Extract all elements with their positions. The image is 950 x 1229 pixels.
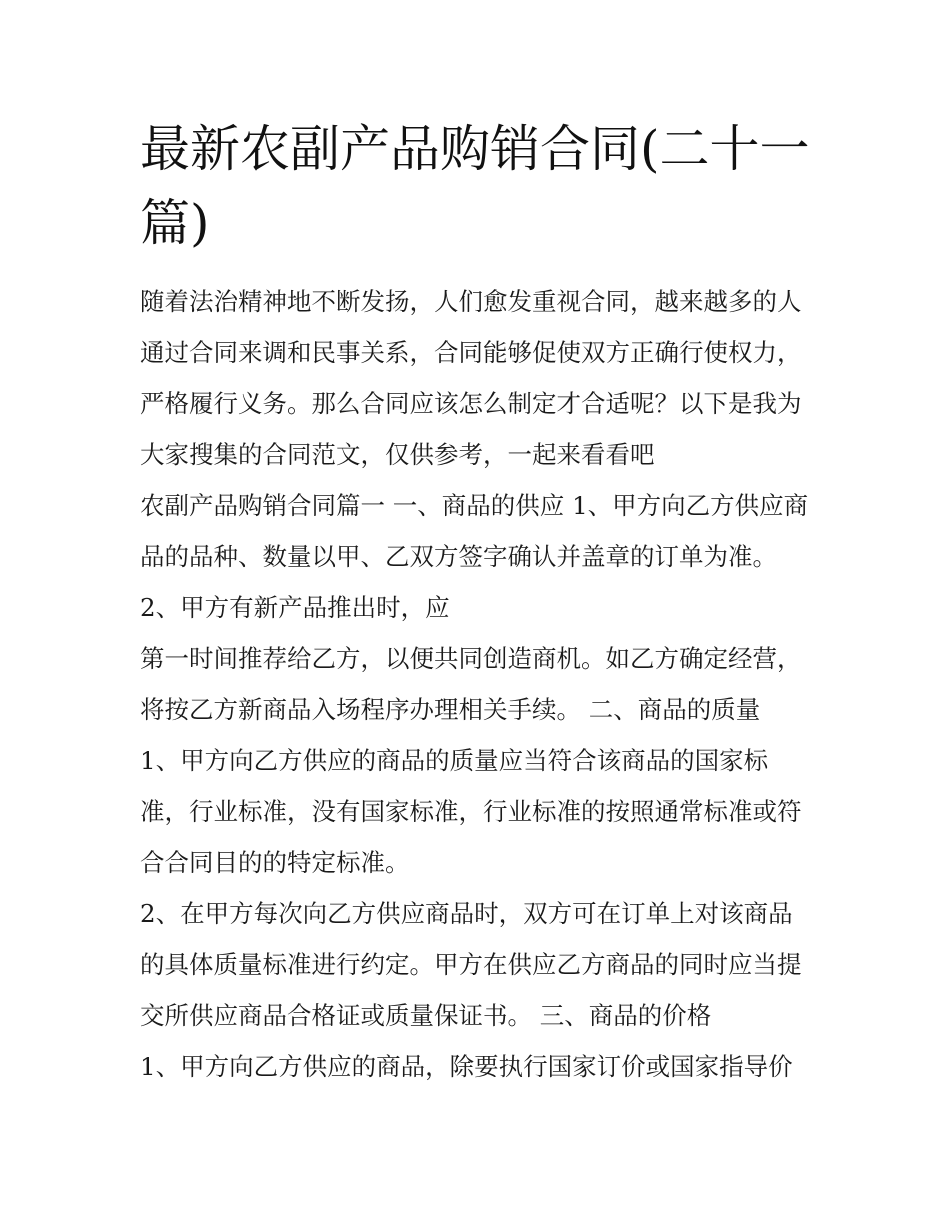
title-line-1: 最新农副产品购销合同(二十一 (140, 120, 810, 178)
body-line: 合合同目的的特定标准。 (140, 848, 410, 877)
document-body (140, 276, 820, 1092)
body-line: 准，行业标准，没有国家标准，行业标准的按照通常标准或符 (140, 797, 802, 826)
body-line: 通过合同来调和民事关系，合同能够促使双方正确行使权力， (140, 338, 802, 367)
body-line: 2、甲方有新产品推出时，应 (140, 593, 450, 622)
document-title (140, 112, 820, 260)
title-line-2: 篇) (140, 194, 210, 252)
body-line: 品的品种、数量以甲、乙双方签字确认并盖章的订单为准。 (140, 542, 777, 571)
body-line: 交所供应商品合格证或质量保证书。 三、商品的价格 (140, 1001, 712, 1030)
body-line: 大家搜集的合同范文，仅供参考，一起来看看吧 (140, 440, 655, 469)
body-line: 第一时间推荐给乙方，以便共同创造商机。如乙方确定经营， (140, 644, 802, 673)
body-line: 的具体质量标准进行约定。甲方在供应乙方商品的同时应当提 (140, 950, 802, 979)
body-line: 2、在甲方每次向乙方供应商品时，双方可在订单上对该商品 (140, 899, 793, 928)
body-line: 1、甲方向乙方供应的商品的质量应当符合该商品的国家标 (140, 746, 769, 775)
body-line: 将按乙方新商品入场程序办理相关手续。 二、商品的质量 (140, 695, 761, 724)
body-line: 随着法治精神地不断发扬，人们愈发重视合同，越来越多的人 (140, 287, 802, 316)
body-line: 1、甲方向乙方供应的商品，除要执行国家订价或国家指导价 (140, 1052, 793, 1081)
body-line: 严格履行义务。那么合同应该怎么制定才合适呢？以下是我为 (140, 389, 802, 418)
body-line: 农副产品购销合同篇一 一、商品的供应 1、甲方向乙方供应商 (140, 491, 809, 520)
